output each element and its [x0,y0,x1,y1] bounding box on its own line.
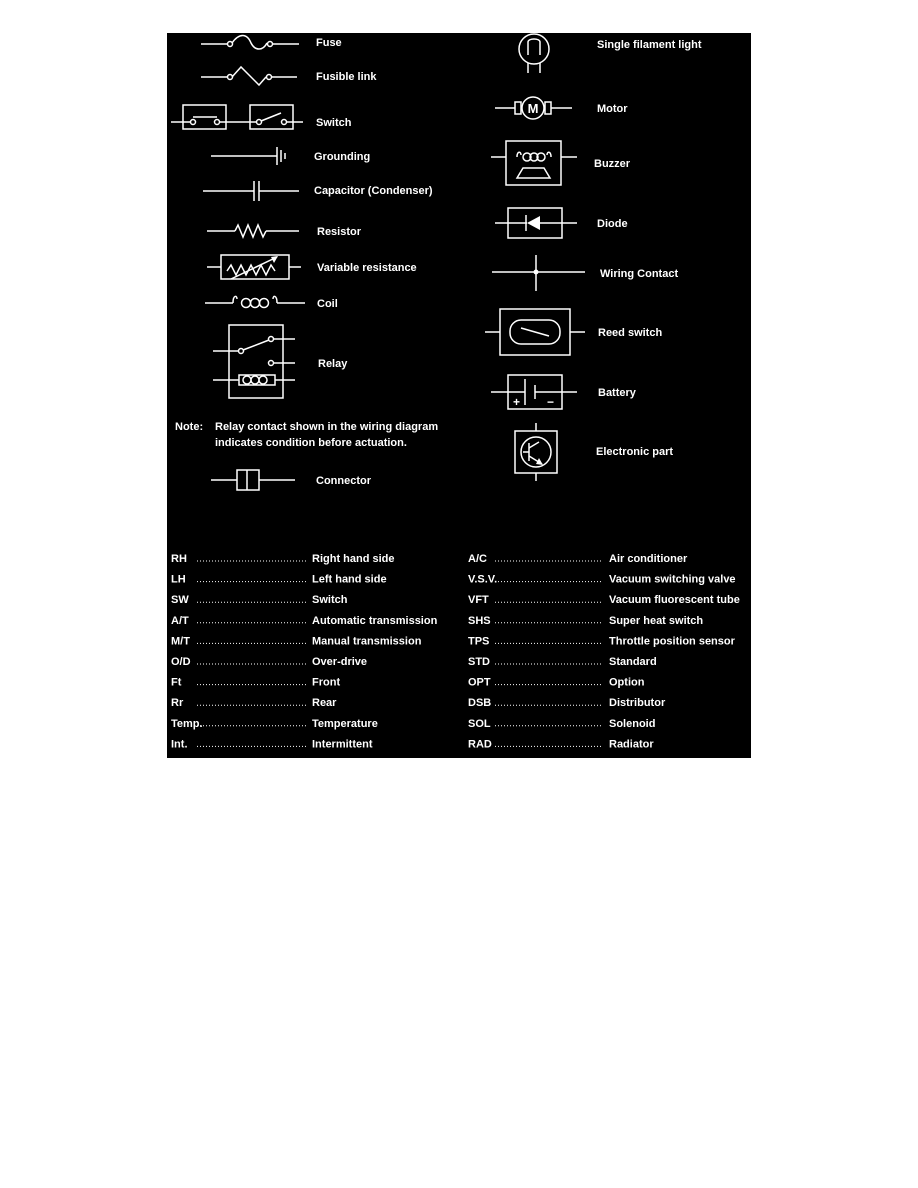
abbreviation-code: Ft [171,676,182,689]
coil-symbol [205,296,305,307]
legend-panel [167,33,751,758]
symbol-label-fusible-link: Fusible link [316,71,377,83]
abbreviation-row [468,574,736,586]
abbreviation-meaning: Manual transmission [312,635,422,648]
abbreviation-code: A/C [468,553,487,565]
abbreviation-meaning: Option [609,676,645,689]
legend-diagram [167,33,751,758]
note-line-1: Relay contact shown in the wiring diagram [215,421,439,433]
abbreviation-meaning: Front [312,676,341,689]
abbreviation-meaning: Vacuum switching valve [609,573,736,586]
single-filament-light-symbol [519,34,549,73]
abbreviation-code: RH [171,553,187,565]
symbol-label-single-filament-light: Single filament light [597,39,702,51]
abbreviation-meaning: Temperature [312,717,378,730]
abbreviation-row [468,635,736,647]
abbreviation-row [468,615,703,627]
abbreviation-row [171,635,422,647]
abbreviation-code: OPT [468,676,491,689]
abbreviations-left-list [171,553,438,750]
abbreviation-code: DSB [468,697,492,710]
abbreviation-meaning: Rear [312,697,337,710]
abbreviation-row [171,656,367,668]
abbreviation-code: VFT [468,594,489,607]
symbol-label-connector: Connector [316,475,371,487]
abbreviation-code: LH [171,573,186,586]
abbreviation-meaning: Air conditioner [609,553,688,565]
abbreviation-code: STD [468,656,490,668]
abbreviation-meaning: Left hand side [312,573,387,586]
symbol-label-electronic-part: Electronic part [596,446,674,458]
symbol-label-buzzer: Buzzer [594,158,631,170]
abbreviation-meaning: Radiator [609,738,654,751]
abbreviation-code: Rr [171,697,184,710]
abbreviation-row [468,697,666,709]
abbreviation-meaning: Automatic transmission [312,614,438,627]
abbreviation-meaning: Right hand side [312,553,395,565]
abbreviation-row [171,738,373,750]
abbreviation-row [171,718,378,730]
abbreviation-meaning: Over-drive [312,656,368,668]
variable-resistance-symbol [207,255,301,279]
abbreviation-row [171,615,438,627]
symbol-label-relay: Relay [318,358,348,370]
abbreviation-row [171,697,337,709]
buzzer-symbol [491,141,577,185]
abbreviation-meaning: Throttle position sensor [609,635,735,648]
fusible-link-symbol [201,67,297,85]
battery-plus-sign: + [513,395,521,409]
motor-letter: M [527,101,539,116]
symbol-label-capacitor: Capacitor (Condenser) [314,185,433,197]
abbreviations-right-list [468,553,740,750]
symbol-label-motor: Motor [597,103,628,115]
abbreviation-row [171,574,387,586]
reed-switch-symbol [485,309,585,355]
battery-symbol [491,375,577,409]
symbol-label-grounding: Grounding [314,151,371,163]
abbreviation-meaning: Standard [609,656,657,668]
abbreviation-code: A/T [171,614,189,627]
grounding-symbol [211,147,285,165]
abbreviation-row [468,656,657,668]
abbreviation-row [468,594,740,606]
relay-symbol [213,325,295,398]
symbol-label-diode: Diode [597,218,628,230]
symbol-label-fuse: Fuse [316,37,342,49]
abbreviation-row [468,718,655,730]
abbreviation-row [468,677,645,689]
symbol-label-wiring-contact: Wiring Contact [600,268,679,280]
note-line-2: indicates condition before actuation. [215,437,407,449]
symbol-label-reed-switch: Reed switch [598,327,663,339]
fuse-symbol [201,36,299,50]
abbreviation-meaning: Super heat switch [609,614,704,627]
resistor-symbol [207,225,299,237]
wiring-contact-symbol [492,255,585,291]
abbreviation-row [171,553,395,565]
abbreviation-code: V.S.V. [468,573,498,586]
abbreviation-meaning: Switch [312,594,348,607]
capacitor-symbol [203,181,299,201]
abbreviation-code: O/D [171,656,191,668]
abbreviation-meaning: Distributor [609,697,666,710]
symbol-label-resistor: Resistor [317,226,362,238]
symbol-label-battery: Battery [598,387,636,399]
diode-triangle-icon [527,216,540,230]
note-heading: Note: [175,421,204,433]
symbol-label-switch: Switch [316,117,352,129]
abbreviation-meaning: Vacuum fluorescent tube [609,594,740,607]
abbreviation-row [171,677,340,689]
abbreviation-code: M/T [171,635,190,648]
symbol-label-coil: Coil [317,298,338,310]
battery-minus-sign: − [547,395,555,409]
abbreviation-code: SW [171,594,189,607]
abbreviation-row [468,553,688,565]
abbreviation-meaning: Solenoid [609,717,656,730]
abbreviation-code: SHS [468,614,491,627]
abbreviation-meaning: Intermittent [312,738,373,751]
wiring-contact-dot-icon [534,270,539,275]
abbreviation-row [468,738,654,750]
switch-symbol [171,105,303,129]
abbreviation-code: Int. [171,738,188,751]
abbreviation-code: Temp. [171,717,203,730]
connector-symbol [211,470,295,490]
abbreviation-row [171,594,348,606]
abbreviation-code: SOL [468,717,491,730]
abbreviation-code: TPS [468,635,490,648]
electronic-part-symbol [515,423,557,481]
symbol-label-variable-resistance: Variable resistance [317,262,417,274]
abbreviation-code: RAD [468,738,492,751]
